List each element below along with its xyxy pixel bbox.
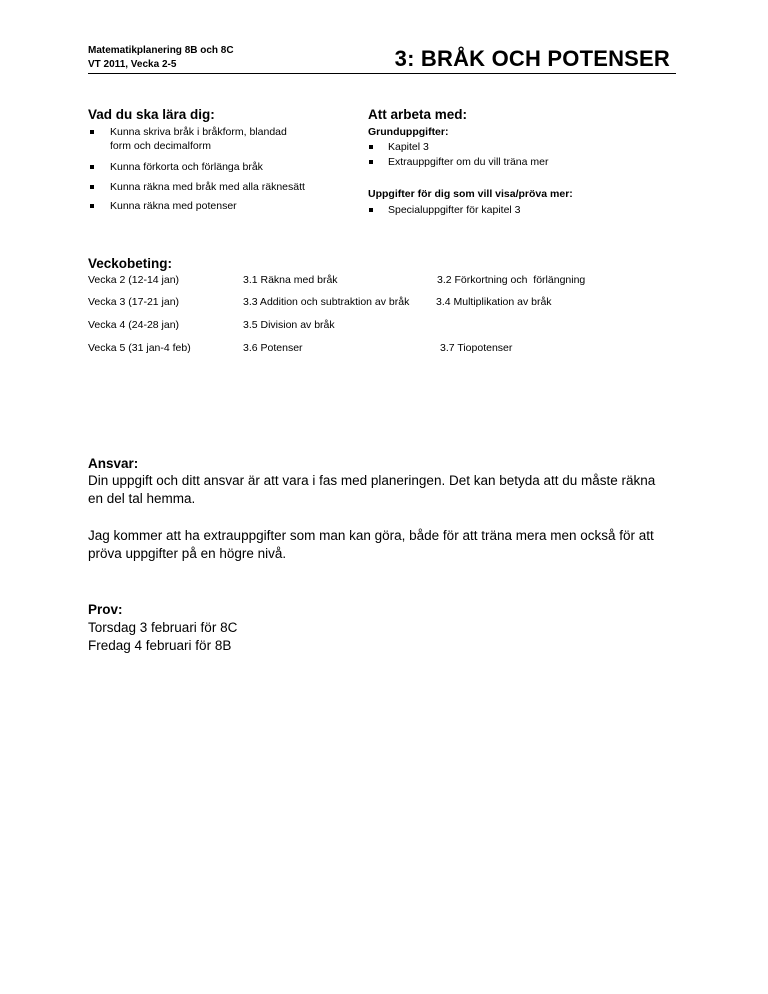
schedule-heading: Veckobeting:: [88, 256, 173, 271]
schedule-week: Vecka 2 (12-14 jan): [88, 274, 180, 286]
exam-date: Torsdag 3 februari för 8C: [88, 620, 238, 635]
work-heading: Att arbeta med:: [368, 107, 468, 122]
course-title: Matematikplanering 8B och 8C: [88, 45, 234, 56]
schedule-section: 3.5 Division av bråk: [243, 319, 335, 331]
header-rule: [88, 73, 676, 74]
page-title: 3: BRÅK OCH POTENSER: [394, 46, 670, 71]
learn-item: Kunna räkna med potenser: [110, 200, 237, 212]
schedule-week: Vecka 4 (24-28 jan): [88, 319, 180, 331]
schedule-section: 3.1 Räkna med bråk: [243, 274, 338, 286]
extra-task-item: Specialuppgifter för kapitel 3: [388, 204, 521, 216]
basic-task-item: Kapitel 3: [388, 141, 429, 153]
learn-item: Kunna förkorta och förlänga bråk: [110, 161, 263, 173]
bullet-icon: [90, 204, 94, 208]
exam-heading: Prov:: [88, 602, 123, 617]
responsibility-text: en del tal hemma.: [88, 491, 196, 506]
schedule-week: Vecka 5 (31 jan-4 feb): [88, 342, 191, 354]
basic-tasks-heading: Grunduppgifter:: [368, 126, 449, 138]
schedule-section: 3.3 Addition och subtraktion av bråk: [243, 296, 410, 308]
extra-tasks-heading: Uppgifter för dig som vill visa/pröva mer:: [368, 188, 573, 200]
bullet-icon: [90, 165, 94, 169]
bullet-icon: [90, 130, 94, 134]
responsibility-heading: Ansvar:: [88, 456, 139, 471]
bullet-icon: [90, 185, 94, 189]
schedule-section: 3.2 Förkortning och förlängning: [437, 274, 586, 286]
extra-tasks-text: pröva uppgifter på en högre nivå.: [88, 546, 287, 561]
exam-date: Fredag 4 februari för 8B: [88, 638, 232, 653]
responsibility-text: Din uppgift och ditt ansvar är att vara i fas med planeringen. Det kan betyda att du måste räkna: [88, 473, 656, 488]
schedule-week: Vecka 3 (17-21 jan): [88, 296, 180, 308]
learn-heading: Vad du ska lära dig:: [88, 107, 215, 122]
term-weeks: VT 2011, Vecka 2-5: [88, 59, 177, 70]
learn-item-cont: form och decimalform: [110, 140, 211, 152]
learn-item: Kunna skriva bråk i bråkform, blandad: [110, 126, 287, 138]
schedule-section: 3.7 Tiopotenser: [440, 342, 513, 354]
bullet-icon: [369, 208, 373, 212]
learn-item: Kunna räkna med bråk med alla räknesätt: [110, 181, 305, 193]
basic-task-item: Extrauppgifter om du vill träna mer: [388, 156, 549, 168]
schedule-section: 3.6 Potenser: [243, 342, 303, 354]
bullet-icon: [369, 160, 373, 164]
extra-tasks-text: Jag kommer att ha extrauppgifter som man kan göra, både för att träna mera men också för att: [88, 528, 654, 543]
bullet-icon: [369, 145, 373, 149]
schedule-section: 3.4 Multiplikation av bråk: [436, 296, 552, 308]
